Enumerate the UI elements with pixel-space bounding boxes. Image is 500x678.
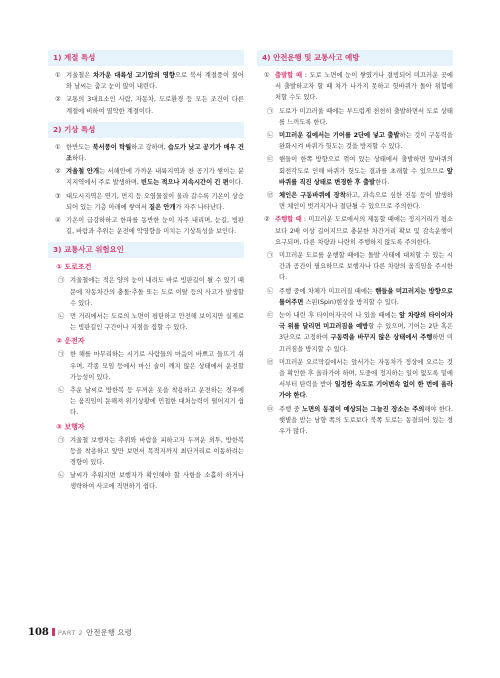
item-text: 해야 한다. 햇볕을 받는 남향 쪽의 도로보다 북쪽 도로는 동결되어 있는 경우가 많다.: [279, 405, 453, 436]
list-item: [257, 154, 453, 188]
item-marker: ㉣: [267, 192, 274, 200]
item-marker: ②: [55, 96, 61, 104]
item-text: 핸들이 한쪽 방향으로 꺾여 있는 상태에서 출발하면 앞바퀴의 회전각도로 인해 바퀴가 헛도는 결과를 초래할 수 있으므로: [279, 156, 453, 175]
page-number: 108: [28, 627, 49, 638]
page-footer: [28, 627, 132, 639]
item-bold-text: 북서풍이 탁월: [92, 143, 132, 151]
sub-marker: ①: [56, 263, 62, 272]
list-item: [48, 275, 244, 309]
sub-marker: ③: [56, 422, 62, 431]
item-text: 겨울철에는 적은 양의 눈이 내려도 바로 빙판길이 될 수 있기 때문에 자동차간의 충돌·추돌 또는 도로 이탈 등의 사고가 발생할 수 있다.: [70, 277, 244, 307]
item-marker: ㉢: [267, 156, 274, 164]
item-marker: ②: [264, 216, 270, 224]
item-text: 날씨가 추워지면 보행자가 확인해야 할 사항을 소홀히 하거나 생략하여 사고에 직면하기 쉽다.: [70, 472, 244, 491]
item-text: 겨울철 보행자는 추위와 바람을 피하고자 두꺼운 외투, 방한복 등을 착용하고 앞만 보면서 목적지까지 최단거리로 이동하려는 경향이 있다.: [70, 436, 244, 467]
list-item: [257, 106, 453, 128]
list-item: [257, 214, 453, 248]
item-marker: ①: [55, 143, 61, 151]
item-bold-text: 겨울철 안개: [66, 168, 100, 176]
item-text: : 미끄러운 도로에서의 제동할 때에는 정지거리가 평소보다 2배 이상 길어지므로 충분한 차간거리 확보 및 감속운행이 요구되며, 다른 차량과 나란히 주행하지 않도록 주의한다.: [275, 216, 453, 246]
sub-heading-driver: [56, 336, 244, 346]
sub-heading-pedestrian: [56, 422, 244, 432]
item-text: .: [305, 392, 308, 400]
item-text: 한반도는: [66, 143, 93, 151]
item-text: 도로가 미끄러울 때에는 부드럽게 천천히 출발하면서 도로 상태를 느끼도록 한다.: [279, 107, 453, 126]
sub-heading-road: [56, 262, 244, 272]
item-marker: ㉡: [267, 287, 274, 295]
list-item: [257, 357, 453, 402]
item-text: 하고 강하며,: [131, 143, 168, 151]
item-marker: ㉠: [267, 252, 274, 260]
list-item: [257, 70, 453, 104]
list-item: [257, 190, 453, 212]
list-item: [48, 70, 244, 92]
sub-heading-text: 도로조건: [64, 263, 92, 272]
list-item: [48, 311, 244, 333]
left-column: [48, 50, 244, 495]
item-bold-text: 앞바퀴를 직진 상태로 변경한 후 출발: [279, 167, 453, 186]
item-marker: ㉢: [267, 312, 274, 320]
item-text: 미끄러운 오르막길에서는 앞서가는 자동차가 정상에 오르는 것을 확인한 후 올라가야 하며, 도중에 정지하는 일이 없도록 밑에서부터 탄력을 받아: [279, 358, 453, 389]
item-text: 대도시지역은 연기, 먼지 등 오염물질이 올라 갈수록 기온이 상승되어 있는 기층 아래에 쌓여서: [66, 192, 244, 211]
item-marker: ㉡: [58, 472, 65, 480]
list-item: [48, 142, 244, 164]
sub-heading-text: 운전자: [64, 337, 85, 346]
item-bold-text: 노면의 동결이 예상되는 그늘진 장소는 주의: [302, 405, 425, 413]
item-text: 으로 북서 계절풍이 불어와 날씨는 춥고 눈이 많이 내린다.: [66, 72, 244, 91]
item-text: 눈이 내린 후 타이어자국이 나 있을 때에는: [279, 312, 400, 320]
footer-divider-bar: [52, 628, 55, 636]
item-marker: ㉠: [58, 351, 65, 359]
item-text: 하면 미끄러짐을 방지할 수 있다.: [279, 334, 454, 353]
list-item: [48, 385, 244, 419]
item-bold-text: 앞 차량의 타이어자국 위를 달리면 미끄러짐을 예방: [279, 312, 454, 331]
item-bold-text: 습도가 낮고 공기가 매우 건조: [66, 143, 244, 163]
item-marker: ①: [264, 72, 270, 79]
item-bold-text: 빈도는 적으나 지속시간이 긴 편: [140, 179, 229, 187]
sub-heading-text: 보행자: [64, 422, 85, 431]
item-bold-text: 짙은 안개: [149, 203, 176, 211]
item-text: 할 수 있으며, 기어는 2단 혹은 3단으로 고정하여: [279, 323, 453, 342]
list-item: [48, 166, 244, 188]
item-text: 기온이 급강하하고 한파를 동반한 눈이 자주 내리며, 눈길, 빙판길, 바람과 추위는 운전에 악영향을 미치는 기상특성을 보인다.: [66, 217, 244, 236]
item-marker: ③: [55, 192, 61, 200]
item-marker: ㉠: [58, 436, 65, 444]
item-pink-label: 주행할 때: [275, 216, 302, 224]
section-heading-season: 1) 계절 특성: [48, 50, 244, 66]
list-item: [48, 470, 244, 492]
item-pink-label: 출발할 때: [275, 72, 303, 79]
part-label: PART 2: [57, 629, 84, 637]
item-marker: ④: [55, 217, 61, 225]
item-text: 가 자주 나타난다.: [175, 203, 225, 211]
item-text: 하다.: [72, 155, 87, 163]
item-marker: ㉡: [58, 313, 65, 321]
item-marker: ㉠: [267, 107, 274, 115]
list-item: [48, 349, 244, 383]
item-text: 주행 중에 차체가 미끄러질 때에는: [279, 287, 376, 295]
item-text: 미끄러운 도로를 운행할 때에는 돌발 사태에 대처할 수 있는 시간과 공간이 필요하므로 보행자나 다른 차량의 움직임을 주시한다.: [279, 252, 453, 282]
item-marker: ㉡: [267, 132, 274, 140]
item-text: 겨울철은: [66, 72, 94, 79]
list-item: [257, 130, 453, 152]
item-text: 하는 것이 구동력을 완화시켜 바퀴가 헛도는 것을 방지할 수 있다.: [279, 132, 453, 151]
item-marker: ①: [55, 72, 61, 79]
item-bold-text: 일정한 속도로 기어변속 없이 한 번에 올라가야 한다: [279, 381, 453, 400]
item-text: 이다.: [228, 179, 243, 187]
item-bold-text: 미끄러운 길에서는 기어를 2단에 넣고 출발: [279, 132, 400, 140]
item-marker: ㉠: [58, 277, 65, 285]
section-heading-safe-driving: 4) 안전운행 및 교통사고 예방: [257, 50, 453, 66]
item-bold-text: 구동력을 바꾸지 않은 상태에서 주행: [330, 334, 433, 342]
item-text: 스핀(Spin)현상을 방지할 수 있다.: [303, 298, 399, 306]
item-bold-text: 핸들을 미끄러지는 방향으로 틀어주면: [279, 287, 453, 306]
item-text: 하고, 과속으로 심한 진동 등이 발생하면 체인이 벗겨지거나 절단될 수 있으므로 주의한다.: [279, 192, 453, 211]
item-marker: ②: [55, 168, 61, 176]
chapter-title: 안전운행 요령: [86, 628, 132, 637]
item-text: 교통의 3대요소인 사람, 자동차, 도로환경 등 모든 조건이 다른 계절에 비하여 열악한 계절이다.: [66, 96, 244, 115]
list-item: [48, 435, 244, 469]
section-heading-weather: 2) 기상 특성: [48, 122, 244, 138]
item-marker: ㉣: [267, 358, 274, 366]
list-item: [257, 250, 453, 284]
item-marker: ㉤: [267, 405, 274, 413]
list-item: [48, 94, 244, 116]
item-text: : 도로 노면에 눈이 쌓였거나 결빙되어 미끄러운 곳에서 출발하고자 할 때 차가 나가지 못하고 헛바퀴가 돌아 위험에 처할 수도 있다.: [275, 72, 454, 102]
section-heading-risk-factors: 3) 교통사고 위험요인: [48, 242, 244, 258]
item-text: 한다.: [375, 178, 390, 186]
list-item: [48, 215, 244, 237]
list-item: [257, 286, 453, 308]
right-column: [257, 50, 453, 439]
list-item: [257, 404, 453, 438]
sub-marker: ②: [56, 337, 62, 346]
item-text: 는 서해안에 가까운 내륙지역과 찬 공기가 쌓이는 분지지역에서 주로 발생하며,: [66, 168, 244, 187]
item-text: 먼 거리에서는 도로의 노면이 평탄하고 안전해 보이지만 실제로는 빙판길인 구간이나 지점을 접할 수 있다.: [70, 313, 244, 332]
item-text: 주행 중: [279, 405, 302, 413]
list-item: [257, 310, 453, 355]
item-text: 추운 날씨로 방한복 등 두꺼운 옷을 착용하고 운전하는 경우에는 움직임이 둔해져 위기상황에 민첩한 대처능력이 떨어지기 쉽다.: [70, 387, 244, 417]
list-item: [48, 191, 244, 213]
item-marker: ㉡: [58, 387, 65, 395]
item-text: 한 해를 마무리하는 시기로 사람들의 마음이 바쁘고 들뜨기 쉬우며, 각종 모임 등에서 마신 술이 깨지 않은 상태에서 운전할 가능성이 있다.: [70, 351, 244, 381]
item-bold-text: 차가운 대륙성 고기압의 영향: [93, 72, 175, 79]
item-bold-text: 체인은 구동바퀴에 장착: [279, 192, 346, 200]
